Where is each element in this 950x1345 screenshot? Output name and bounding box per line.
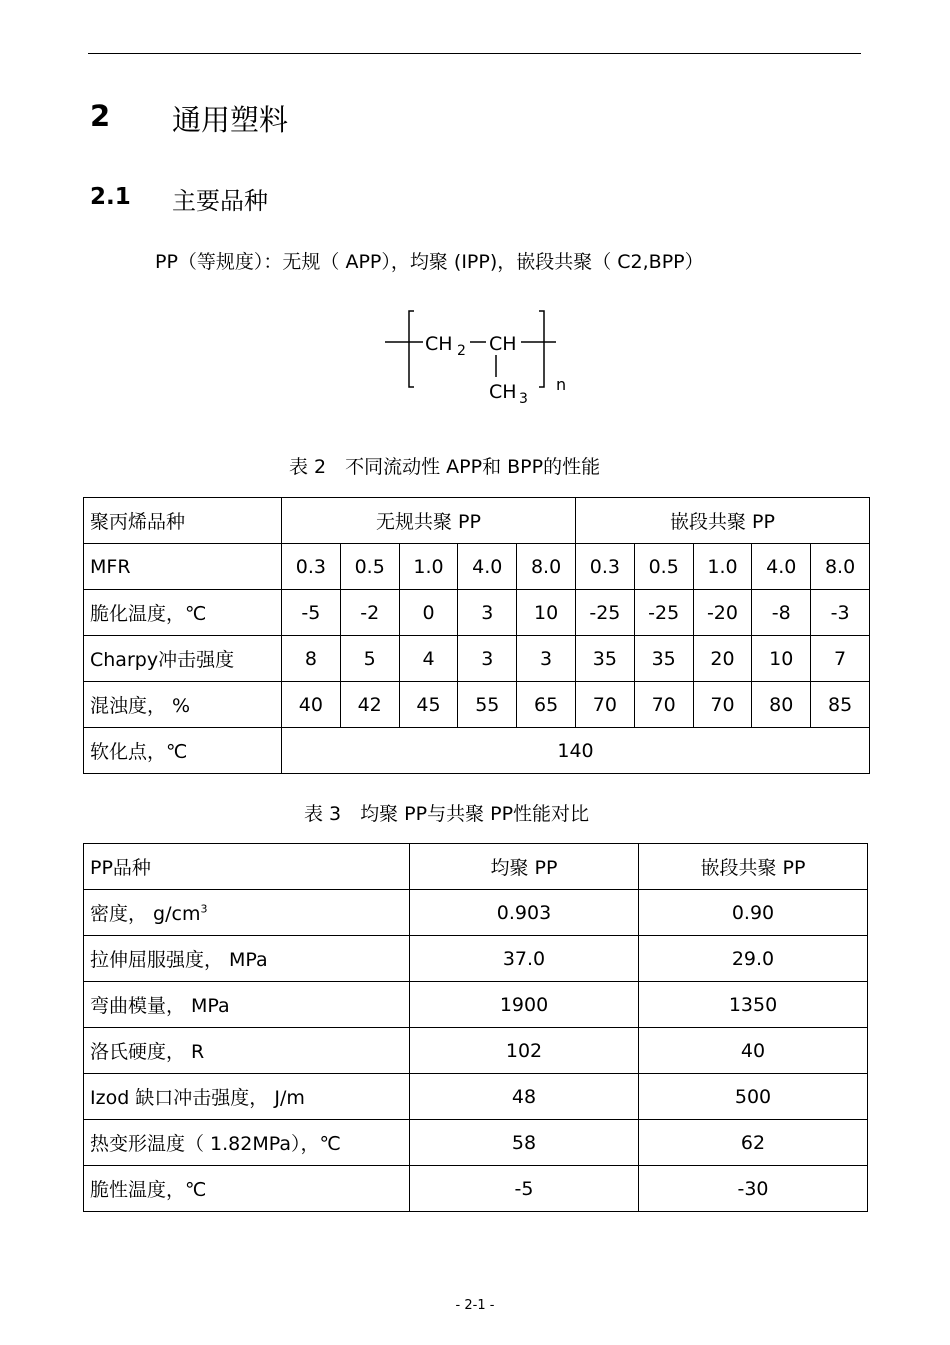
table-cell: 1900 <box>410 982 639 1028</box>
table-cell: -25 <box>575 590 634 636</box>
intro-paragraph: PP（等规度）：无规（ APP），均聚 (IPP)，嵌段共聚（ C2,BPP） <box>155 251 704 273</box>
table-app-bpp-properties <box>83 497 870 774</box>
table-cell: 10 <box>752 636 811 682</box>
table-cell: 29.0 <box>639 936 868 982</box>
table-cell: 102 <box>410 1028 639 1074</box>
table-cell: 55 <box>458 682 517 728</box>
header-cell-pp-type: PP品种 <box>84 844 410 890</box>
table-row <box>84 890 868 936</box>
table-row <box>84 1074 868 1120</box>
table-cell: -20 <box>693 590 752 636</box>
table-cell: -2 <box>340 590 399 636</box>
header-cell-homopolymer: 均聚 PP <box>410 844 639 890</box>
table-cell: 3 <box>458 590 517 636</box>
row-label: 洛氏硬度， R <box>84 1028 410 1074</box>
table-cell: 4.0 <box>458 544 517 590</box>
density-label: 密度， g/cm <box>90 903 201 925</box>
table-row <box>84 728 870 774</box>
header-rule <box>88 53 861 54</box>
page-number: - 2-1 - <box>455 1298 495 1313</box>
table-cell: 0.3 <box>282 544 341 590</box>
table-cell: 8.0 <box>517 544 576 590</box>
table-cell: 35 <box>575 636 634 682</box>
row-label: MFR <box>84 544 282 590</box>
table2-caption: 表 3 均聚 PP与共聚 PP性能对比 <box>304 803 590 825</box>
table-cell: -25 <box>634 590 693 636</box>
table-cell: 58 <box>410 1120 639 1166</box>
table-row <box>84 682 870 728</box>
table-cell: -3 <box>811 590 870 636</box>
table-cell: 48 <box>410 1074 639 1120</box>
subsection-number: 2.1 <box>90 184 131 210</box>
table-cell: -5 <box>410 1166 639 1212</box>
table-cell: 80 <box>752 682 811 728</box>
table-cell: 85 <box>811 682 870 728</box>
table-cell: 1.0 <box>399 544 458 590</box>
polypropylene-structure <box>380 305 580 415</box>
table-cell: 4 <box>399 636 458 682</box>
table-cell: 62 <box>639 1120 868 1166</box>
row-label <box>84 890 410 936</box>
table-cell: -30 <box>639 1166 868 1212</box>
row-label: 弯曲模量， MPa <box>84 982 410 1028</box>
table-cell-merged: 140 <box>282 728 870 774</box>
formula-n: n <box>556 375 567 394</box>
row-label: 混浊度， % <box>84 682 282 728</box>
header-cell-random-pp: 无规共聚 PP <box>282 498 576 544</box>
header-cell-block-pp: 嵌段共聚 PP <box>575 498 869 544</box>
table-cell: 1350 <box>639 982 868 1028</box>
table-cell: 70 <box>575 682 634 728</box>
table-row <box>84 936 868 982</box>
table-cell: 65 <box>517 682 576 728</box>
table-row <box>84 544 870 590</box>
table-cell: 3 <box>517 636 576 682</box>
table-cell: 0.5 <box>340 544 399 590</box>
table-row <box>84 1166 868 1212</box>
table-cell: 0.5 <box>634 544 693 590</box>
table1-caption: 表 2 不同流动性 APP和 BPP的性能 <box>289 456 601 478</box>
row-label: 拉伸屈服强度， MPa <box>84 936 410 982</box>
table-row <box>84 636 870 682</box>
table-cell: 500 <box>639 1074 868 1120</box>
table-cell: 70 <box>693 682 752 728</box>
table-cell: 0.90 <box>639 890 868 936</box>
table-homopolymer-vs-copolymer <box>83 843 868 1212</box>
table-cell: 10 <box>517 590 576 636</box>
row-label: 软化点，℃ <box>84 728 282 774</box>
table-cell: 8 <box>282 636 341 682</box>
row-label: Izod 缺口冲击强度， J/m <box>84 1074 410 1120</box>
table-cell: 40 <box>282 682 341 728</box>
table-cell: 4.0 <box>752 544 811 590</box>
table-cell: -8 <box>752 590 811 636</box>
table-cell: 40 <box>639 1028 868 1074</box>
table-row <box>84 590 870 636</box>
table-cell: 8.0 <box>811 544 870 590</box>
formula-ch: CH <box>489 333 517 355</box>
table-row <box>84 1028 868 1074</box>
table-header-row <box>84 844 868 890</box>
header-cell-variety: 聚丙烯品种 <box>84 498 282 544</box>
table-cell: 1.0 <box>693 544 752 590</box>
header-cell-block-copolymer: 嵌段共聚 PP <box>639 844 868 890</box>
table-cell: 35 <box>634 636 693 682</box>
table-cell: 37.0 <box>410 936 639 982</box>
table-header-row <box>84 498 870 544</box>
table-cell: 20 <box>693 636 752 682</box>
table-cell: 0.903 <box>410 890 639 936</box>
table-cell: 0.3 <box>575 544 634 590</box>
row-label: 脆性温度，℃ <box>84 1166 410 1212</box>
table-cell: 42 <box>340 682 399 728</box>
formula-sub2: 2 <box>457 343 466 359</box>
table-row <box>84 982 868 1028</box>
table-cell: 7 <box>811 636 870 682</box>
table-row <box>84 1120 868 1166</box>
density-superscript: 3 <box>200 902 208 916</box>
row-label: 热变形温度（ 1.82MPa），℃ <box>84 1120 410 1166</box>
table-cell: 0 <box>399 590 458 636</box>
formula-ch3: CH <box>489 381 517 403</box>
table-cell: -5 <box>282 590 341 636</box>
section-title: 通用塑料 <box>172 103 289 137</box>
table-cell: 45 <box>399 682 458 728</box>
formula-sub3: 3 <box>519 391 528 407</box>
table-cell: 5 <box>340 636 399 682</box>
row-label: Charpy冲击强度 <box>84 636 282 682</box>
row-label: 脆化温度，℃ <box>84 590 282 636</box>
subsection-title: 主要品种 <box>172 187 268 215</box>
table-cell: 70 <box>634 682 693 728</box>
section-number: 2 <box>90 99 111 133</box>
table-cell: 3 <box>458 636 517 682</box>
formula-ch2: CH <box>425 333 453 355</box>
